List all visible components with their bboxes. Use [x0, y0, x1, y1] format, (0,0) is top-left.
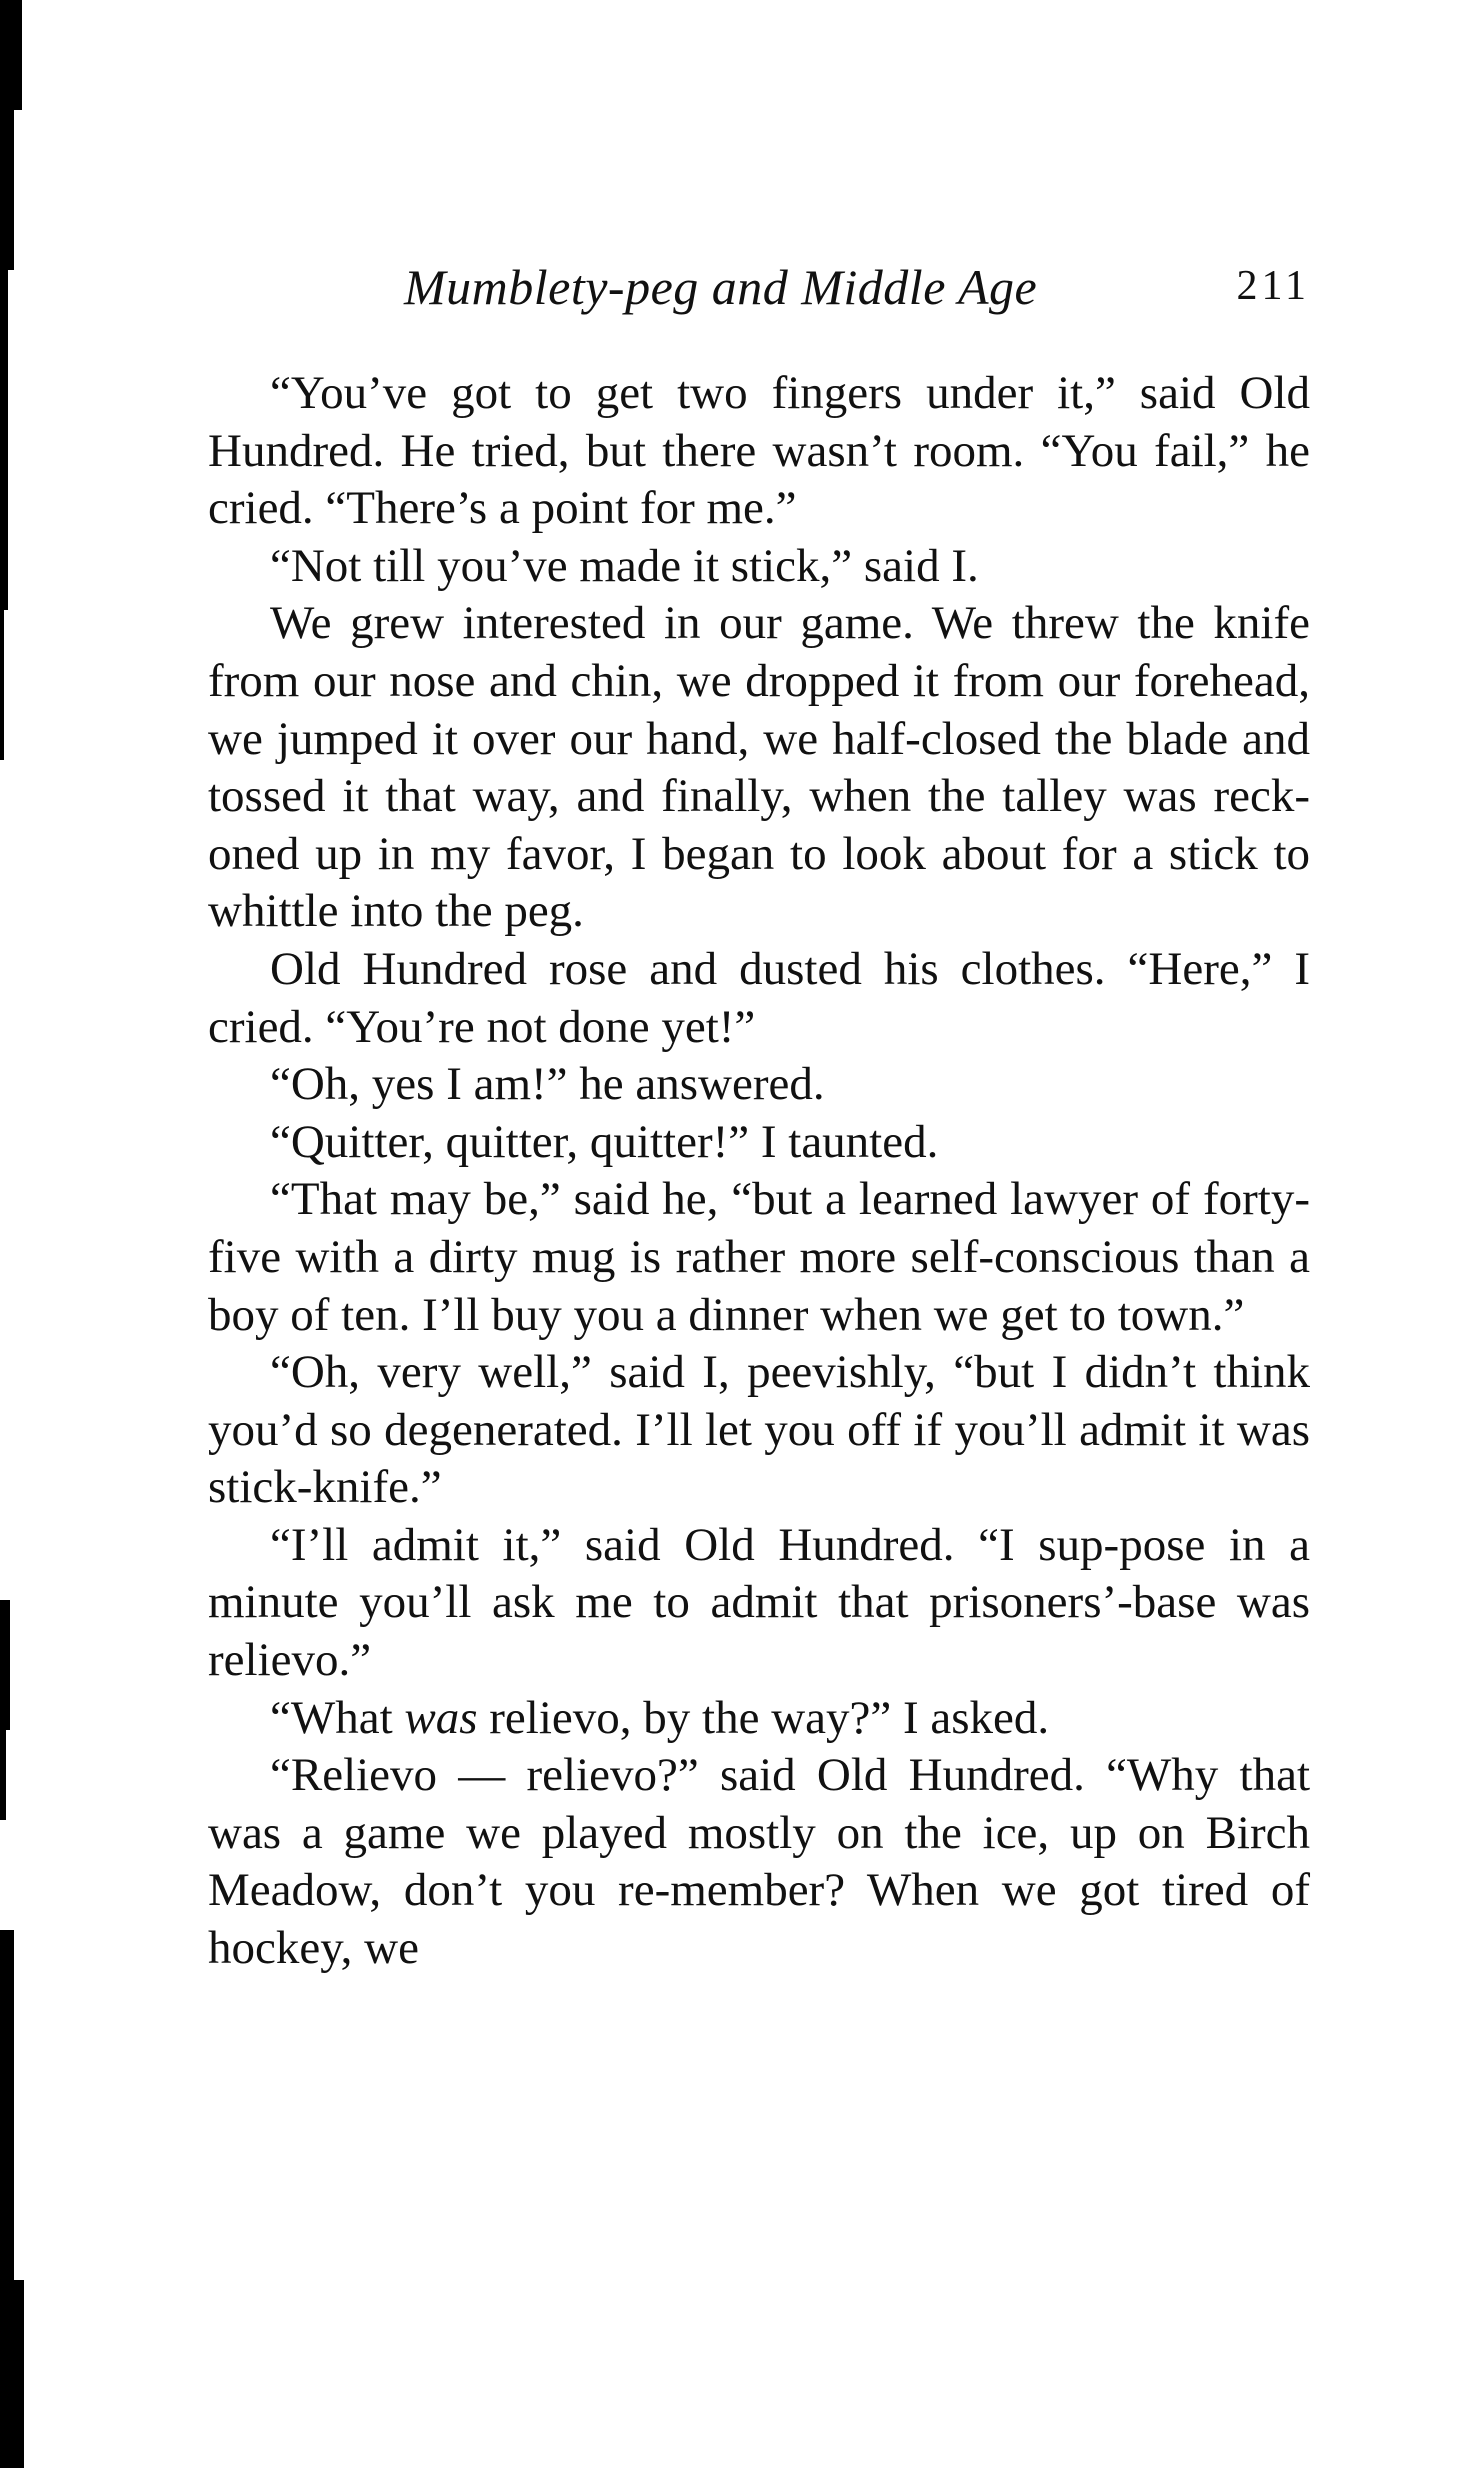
binding-edge-shadow	[0, 2280, 24, 2468]
binding-edge-shadow	[0, 270, 8, 610]
paragraph: “Relievo — relievo?” said Old Hundred. “Why that was a game we played mostly on the ice, up on Birch Meadow, don’t you re-member? When we got tired of hockey, we	[208, 1749, 1310, 1975]
binding-edge-shadow	[0, 0, 22, 110]
page-number: 211	[1236, 263, 1310, 309]
paragraph-text: “What	[270, 1691, 405, 1744]
paragraph: “I’ll admit it,” said Old Hundred. “I sup-pose in a minute you’ll ask me to admit that prisoners’-base was relievo.”	[208, 1518, 1310, 1687]
running-title: Mumblety-peg and Middle Age	[404, 259, 1038, 315]
paragraph: “Quitter, quitter, quitter!” I taunted.	[270, 1115, 939, 1168]
paragraph	[208, 1690, 1310, 1748]
italic-word: was	[404, 1691, 478, 1744]
binding-edge-shadow	[0, 110, 14, 270]
binding-edge-shadow	[0, 1600, 10, 1730]
page-header	[208, 258, 1310, 318]
binding-edge-shadow	[0, 610, 4, 760]
paragraph: “That may be,” said he, “but a learned lawyer of forty-five with a dirty mug is rather more self-conscious than a boy of ten. I’ll buy you a dinner when we get to town.”	[208, 1173, 1310, 1341]
paragraph: We grew interested in our game. We threw the knife from our nose and chin, we dropped it from our forehead, we jumped it over our hand, we half-closed the blade and tossed it that way, and finally, when the talley was reck-oned up in my favor, I began to look about for a stick to whittle into the peg.	[208, 597, 1310, 938]
paragraph: “Oh, very well,” said I, peevishly, “but I didn’t think you’d so degenerated. I’ll let you off if you’ll admit it was stick-knife.”	[208, 1346, 1310, 1514]
paragraph: “Not till you’ve made it stick,” said I.	[270, 539, 979, 592]
paragraph-text: relievo, by the way?” I asked.	[477, 1691, 1050, 1744]
body-text	[208, 365, 1310, 1978]
paragraph: “You’ve got to get two fingers under it,” said Old Hundred. He tried, but there wasn’t room. “You fail,” he cried. “There’s a point for me.”	[208, 367, 1310, 535]
binding-edge-shadow	[0, 1730, 6, 1820]
paragraph: “Oh, yes I am!” he answered.	[270, 1058, 825, 1111]
paragraph: Old Hundred rose and dusted his clothes. “Here,” I cried. “You’re not done yet!”	[208, 942, 1310, 1053]
